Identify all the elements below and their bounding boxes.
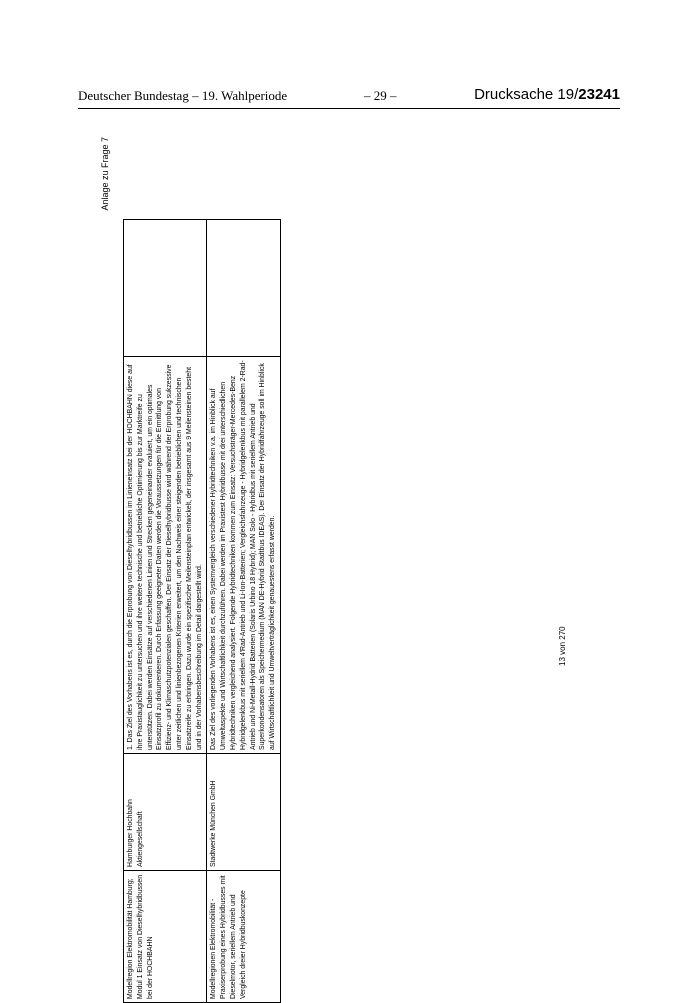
project-description: Das Ziel des vorliegenden Vorhabens ist es, einen Systemvergleich verschiedener Hybridtechniken v.a. im Hinblick auf Umweltaspekte und Wirtschaftlichkeit durchzuführen. Dabei werden im Praxistest Hybridbusse mit drei unterschiedlichen Hybridtechniken vergleichend analysiert. Folgende Hybridtechniken kommen zum Einsatz: Versuchsträger-Mercedes-Benz Hybridgelenkbus mit seriellem 4'Rad-Antrieb und Li-Ion-Batterien; Vergleichsfahrzeuge - Hybridgelenkbus mit parallelem 2-Rad-Antrieb und Ni-Metall-Hydrid Batterien (Solaris Urbino 18 Hybrid); MAN Solo - Hybridbus mit seriellem Antrieb und Superkondensatoren als Speichermedium (MAN DE-Hybrid Stadtbus IDEAS). Der Einsatz der Hybridfahrzeuge soll im Hinblick auf Wirtschaftlichkeit und Umweltverträglichkeit genauestens erfasst werden. (210, 360, 277, 750)
page-count: 13 von 270 (558, 626, 567, 666)
project-table (123, 219, 281, 1003)
recipient-name: Stadtwerke München GmbH (210, 780, 218, 867)
project-title-cell (124, 871, 207, 1003)
recipient-cell (207, 754, 281, 871)
rotated-annex-page (100, 131, 600, 1003)
header-doc-id: 23241 (578, 86, 620, 103)
header-rule (78, 108, 620, 109)
project-title: Modellregion Elektromobilität Hamburg; Modul 1 Einsatz von Dieselhybridbussen bei der HOCHBAHN (127, 874, 154, 999)
project-title-cell (207, 871, 281, 1003)
recipient-name: Hamburger Hochbahn Aktiengesellschaft (127, 799, 144, 867)
extra-cell (207, 220, 281, 357)
page-header (78, 88, 620, 108)
table-row (207, 220, 281, 1003)
recipient-cell (124, 754, 207, 871)
annex-label: Anlage zu Frage 7 (100, 137, 110, 211)
description-cell (124, 357, 207, 754)
extra-cell (124, 220, 207, 357)
project-title: Modellregionen Elektromobilität - Praxiserprobung eines Hybridbusses mit Dieselmotor, seriellem Antrieb und Vergleich dreier Hybridbuskonzepte (210, 875, 247, 999)
description-cell (207, 357, 281, 754)
header-doc-prefix: Drucksache 19/ (474, 86, 579, 103)
header-publication: Deutscher Bundestag – 19. Wahlperiode (78, 88, 288, 103)
table-row (124, 220, 207, 1003)
header-document-number (474, 86, 620, 103)
project-description: 1. Das Ziel des Vorhabens ist es, durch die Erprobung von Dieselhybridbussen im Linieneinsatz bei der HOCHBAHN diese auf ihre Praxistauglichkeit zu untersuchen und ihre weitere technische und betriebliche Optimierung bis zur Marktreife zu unterstützen. Dabei werden Einsätze auf verschiedenen Linien und Strecken gegeneinander evaluiert, um ein optimales Einsatzprofil zu dokumentieren. Durch Erfassung geeigneter Daten werden die Voraussetzungen für die Ermittlung von Effizienz- und Klimaschutzpotenzialen geschaffen. Der Einsatz der Dieselhybridbusse wird während der Erprobung sukzessive unter zeitlichen und linienbezogenen Kriterien erweitert, um den Nachweis einer steigenden betrieblichen und technischen Einsatzreife zu erbringen. Dazu wurde ein spezifischer Meilensteinplan entwickelt, der insgesamt aus 9 Meilensteinen besteht und in der Vorhabensbeschreibung im Detail dargestellt wird. (127, 364, 203, 750)
header-page-number: – 29 – (364, 88, 397, 103)
